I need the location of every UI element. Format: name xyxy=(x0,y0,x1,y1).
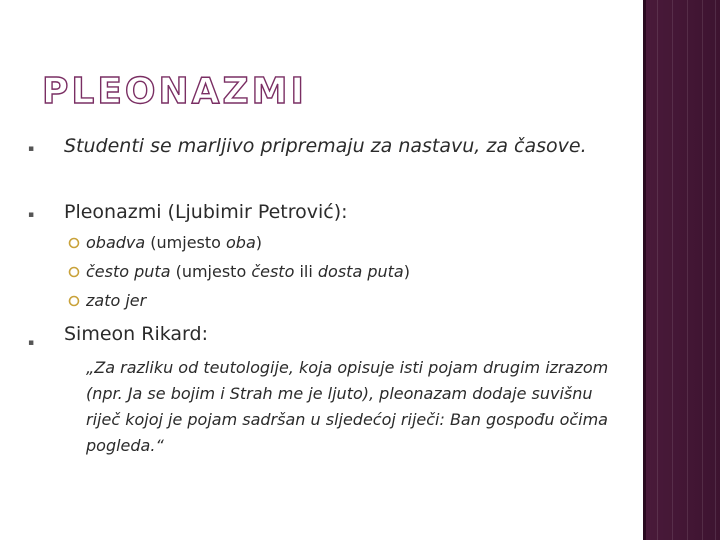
sub-item-text: ili xyxy=(294,262,318,281)
bullet-item xyxy=(64,134,604,158)
sub-item-text: ) xyxy=(403,262,410,281)
bullet-item xyxy=(64,322,604,346)
sidebar-edge xyxy=(643,0,646,540)
sub-item-text: ) xyxy=(255,233,263,252)
sidebar-stripe xyxy=(672,0,673,540)
sub-item-em: često puta xyxy=(86,262,171,281)
sub-item-em: često xyxy=(251,262,295,281)
sidebar-stripe xyxy=(702,0,703,540)
sidebar-stripe xyxy=(657,0,658,540)
sidebar-stripe xyxy=(715,0,716,540)
bullet-text: Studenti se marljivo pripremaju za nastavu, za časove. xyxy=(64,135,587,157)
sub-item xyxy=(86,262,410,282)
quote-text: „Za razliku od teutologije, koja opisuje isti pojam drugim izrazom (npr. Ja se bojim i Strah me je ljuto), pleonazam dodaje suvišnu riječ kojoj je pojam sadršan u sljedećoj riječi: Ban gospođu očima pogleda.“ xyxy=(86,358,609,455)
ring-bullet-icon xyxy=(68,237,80,249)
bullet-dot-icon: ▪ xyxy=(28,338,35,348)
slide-title: PLEONAZMI xyxy=(42,71,307,112)
bullet-text: Simeon Rikard: xyxy=(64,323,208,345)
sub-item-em: dosta puta xyxy=(317,262,404,281)
sub-item xyxy=(86,291,146,311)
bullet-item xyxy=(64,200,604,224)
sidebar-stripe xyxy=(687,0,688,540)
sub-item xyxy=(86,233,262,253)
bullet-dot-icon: ▪ xyxy=(28,210,35,220)
decorative-sidebar xyxy=(643,0,720,540)
sub-item-em: obadva xyxy=(86,233,146,252)
bullet-dot-icon: ▪ xyxy=(28,144,35,154)
sub-item-text: (umjesto xyxy=(145,233,227,252)
sub-item-em: zato jer xyxy=(86,291,147,310)
bullet-text: Pleonazmi (Ljubimir Petrović): xyxy=(64,201,348,223)
sub-item-em: oba xyxy=(226,233,256,252)
ring-bullet-icon xyxy=(68,266,80,278)
ring-bullet-icon xyxy=(68,295,80,307)
sub-item-text: (umjesto xyxy=(170,262,252,281)
